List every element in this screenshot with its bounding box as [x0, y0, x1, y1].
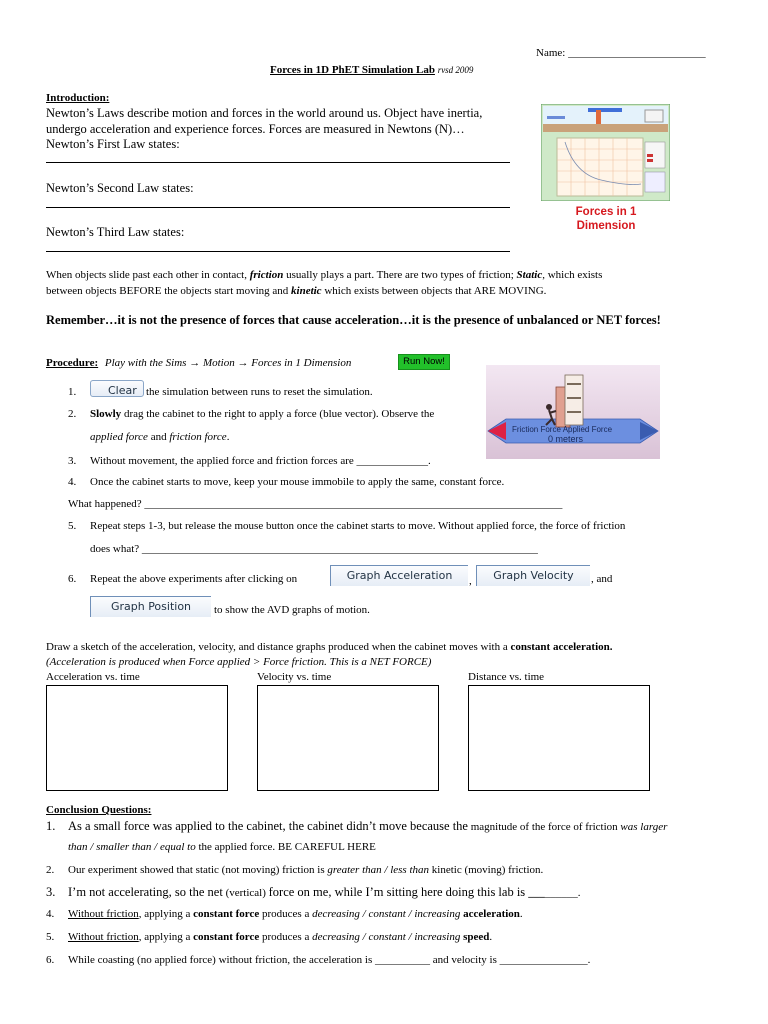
step-1-text: the simulation between runs to reset the simulation.: [146, 386, 373, 398]
procedure-label: Procedure:: [46, 357, 99, 369]
q1-line-2: [68, 841, 376, 855]
q3-blank[interactable]: ______.: [544, 887, 581, 899]
step-4-text: Once the cabinet starts to move, keep your mouse immobile to apply the same, constant force.: [90, 476, 505, 488]
step-3-number: 3.: [68, 455, 77, 467]
sim-caption: [560, 205, 652, 233]
q5-period: .: [489, 931, 493, 943]
draw-instruction-line-1: [46, 641, 613, 655]
q3-blank-bold[interactable]: ___: [528, 887, 545, 899]
page-title: [270, 64, 473, 78]
q2-text: [68, 864, 543, 878]
q2-text-c: kinetic (moving) friction.: [429, 864, 544, 876]
step-5-text: Repeat steps 1-3, but release the mouse button once the cabinet starts to move. Without applied force, the force of friction: [90, 520, 626, 532]
q4-text-b: , applying a: [138, 908, 194, 920]
friction-text-c: , which exists: [542, 269, 603, 281]
q4-without-friction: Without friction: [68, 908, 139, 920]
step-2-rest: drag the cabinet to the right to apply a force (blue vector). Observe the: [121, 408, 435, 420]
acceleration-graph-box[interactable]: [46, 685, 228, 791]
q5-speed: speed: [463, 931, 490, 943]
q3-text-b: (vertical): [222, 887, 269, 899]
q4-number: 4.: [46, 908, 55, 920]
kinetic-term: kinetic: [291, 285, 322, 297]
q3-number: 3.: [46, 885, 56, 899]
friction-paragraph-line-2: [46, 285, 546, 299]
q4-text: [68, 908, 523, 922]
q6-text: While coasting (no applied force) without friction, the acceleration is __________ and velocity is ________________.: [68, 954, 591, 966]
step-5-number: 5.: [68, 520, 77, 532]
q1-text-c: the applied force. BE CAREFUL HERE: [195, 841, 376, 853]
q5-options[interactable]: decreasing / constant / increasing: [312, 931, 461, 943]
q4-options[interactable]: decreasing / constant / increasing: [312, 908, 461, 920]
q4-constant-force: constant force: [193, 908, 260, 920]
friction-term: friction: [249, 269, 284, 281]
sim-screenshot-graphic: [541, 104, 670, 201]
remember-statement: Remember…it is not the presence of forces that cause acceleration…it is the presence of unbalanced or NET forces!: [46, 313, 661, 327]
step-2-and: and: [147, 431, 170, 443]
q4-text-d: produces a: [259, 908, 313, 920]
constant-acceleration-term: constant acceleration.: [510, 641, 613, 653]
step-2-text: [90, 408, 434, 422]
graph-acceleration-button[interactable]: Graph Acceleration: [330, 565, 468, 586]
friction-text-b: usually plays a part. There are two types of friction;: [283, 269, 517, 281]
distance-graph-box[interactable]: [468, 685, 650, 791]
q2-number: 2.: [46, 864, 55, 876]
q5-constant-force: constant force: [193, 931, 260, 943]
first-law-label: Newton’s First Law states:: [46, 137, 180, 151]
run-now-button[interactable]: Run Now!: [398, 354, 450, 370]
what-happened-line: What happened? ____________________________________________________________________________: [68, 498, 563, 510]
intro-line-2: undergo acceleration and experience forces. Forces are measured in Newtons (N)…: [46, 122, 465, 136]
step-2-line-2: [90, 431, 229, 445]
distance-graph-label: Distance vs. time: [468, 671, 545, 683]
friction-force-term: friction force: [169, 431, 227, 443]
static-term: Static: [516, 269, 543, 281]
sim-caption-line-2: Dimension: [576, 220, 636, 232]
step-6-and: , and: [591, 573, 613, 585]
step-6-tail: to show the AVD graphs of motion.: [214, 604, 370, 616]
draw-text: Draw a sketch of the acceleration, velocity, and distance graphs produced when the cabinet moves with a: [46, 641, 511, 653]
q4-period: .: [519, 908, 523, 920]
step-6-text: Repeat the above experiments after clicking on: [90, 573, 298, 585]
third-law-blank[interactable]: [46, 251, 510, 252]
q1-options[interactable]: than / smaller than / equal to: [68, 841, 196, 853]
third-law-label: Newton’s Third Law states:: [46, 225, 185, 239]
applied-force-term: applied force: [90, 431, 148, 443]
friction-paragraph-line-1: [46, 269, 602, 283]
velocity-graph-box[interactable]: [257, 685, 439, 791]
q3-text: [68, 885, 581, 901]
step-6-comma: ,: [469, 575, 472, 587]
q4-acceleration: acceleration: [463, 908, 520, 920]
second-law-blank[interactable]: [46, 207, 510, 208]
q1-number: 1.: [46, 819, 56, 833]
velocity-graph-label: Velocity vs. time: [257, 671, 332, 683]
draw-instruction-line-2: (Acceleration is produced when Force applied > Force friction. This is a NET FORCE): [46, 656, 432, 668]
first-law-blank[interactable]: [46, 162, 510, 163]
applied-force-label: Applied Force: [562, 425, 613, 434]
step-1-number: 1.: [68, 386, 77, 398]
second-law-label: Newton’s Second Law states:: [46, 181, 194, 195]
intro-line-1: Newton’s Laws describe motion and forces in the world around us. Object have inertia,: [46, 106, 483, 120]
sim-caption-line-1: Forces in 1: [575, 206, 637, 218]
q1-option-larger[interactable]: was larger: [620, 821, 668, 833]
q2-options[interactable]: greater than / less than: [327, 864, 430, 876]
q3-text-c: force on me, while I’m sitting here doing this lab is: [268, 885, 529, 899]
q6-number: 6.: [46, 954, 55, 966]
name-line: [536, 47, 706, 61]
title-text: Forces in 1D PhET Simulation Lab: [270, 64, 435, 76]
step-6-number: 6.: [68, 573, 77, 585]
procedure-line: [46, 357, 351, 371]
step-3-text: Without movement, the applied force and friction forces are _____________.: [90, 455, 431, 467]
friction-text-a: When objects slide past each other in contact,: [46, 269, 250, 281]
procedure-path: Play with the Sims → Motion → Forces in 1 Dimension: [104, 357, 352, 369]
friction-text-d: between objects BEFORE the objects start moving and: [46, 285, 292, 297]
name-label: Name:: [536, 47, 566, 59]
graph-position-button[interactable]: Graph Position: [90, 596, 211, 617]
q5-without-friction: Without friction: [68, 931, 139, 943]
q5-text: [68, 931, 492, 945]
step-4-number: 4.: [68, 476, 77, 488]
q1-text: [68, 819, 667, 835]
name-blank: _________________________: [568, 47, 706, 59]
q1-text-a: As a small force was applied to the cabinet, the cabinet didn’t move because the: [68, 819, 468, 833]
q3-text-a: I’m not accelerating, so the net: [68, 885, 223, 899]
q5-text-d: produces a: [259, 931, 313, 943]
step-2-period: .: [226, 431, 230, 443]
friction-force-label: Friction Force: [512, 425, 561, 434]
q5-text-b: , applying a: [138, 931, 194, 943]
title-note: rvsd 2009: [437, 65, 474, 75]
step-5-line-2: does what? ________________________________________________________________________: [90, 543, 538, 555]
clear-button[interactable]: Clear: [90, 380, 144, 397]
step-2-number: 2.: [68, 408, 77, 420]
friction-text-e: which exists between objects that ARE MOVING.: [321, 285, 547, 297]
step-2-bold: Slowly: [90, 408, 122, 420]
q2-text-a: Our experiment showed that static (not moving) friction is: [68, 864, 328, 876]
cabinet-meters: 0 meters: [548, 434, 584, 444]
acceleration-graph-label: Acceleration vs. time: [46, 671, 140, 683]
graph-velocity-button[interactable]: Graph Velocity: [476, 565, 590, 586]
q5-number: 5.: [46, 931, 55, 943]
sim-screenshot: [541, 104, 670, 201]
conclusion-heading: Conclusion Questions:: [46, 804, 152, 816]
intro-heading: Introduction:: [46, 92, 110, 104]
q1-text-b: magnitude of the force of friction: [467, 821, 621, 833]
